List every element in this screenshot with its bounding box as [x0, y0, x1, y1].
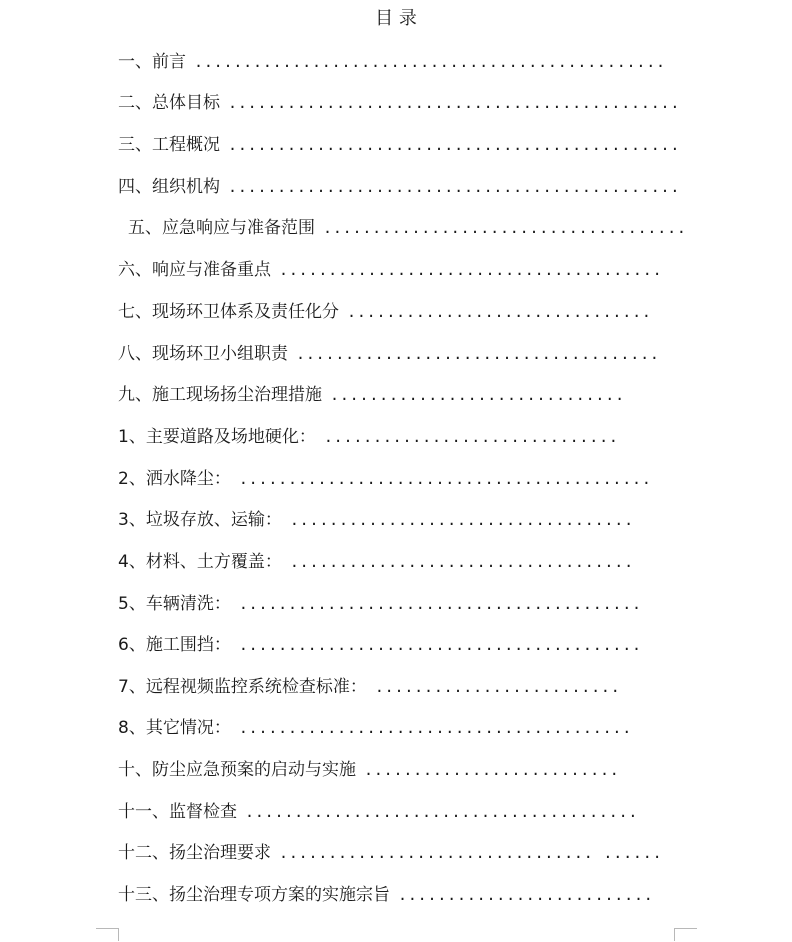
- toc-entry-label: 2、洒水降尘：: [118, 469, 231, 489]
- toc-entry-19[interactable]: [118, 800, 638, 824]
- toc-entry-label: 三、工程概况: [118, 135, 220, 155]
- toc-entry-5[interactable]: [128, 216, 687, 240]
- toc-dot-leader: .....................................: [296, 345, 660, 363]
- toc-entry-label: 十、防尘应急预案的启动与实施: [118, 760, 356, 780]
- toc-entry-16[interactable]: [118, 675, 621, 699]
- toc-dot-leader: .........................: [374, 678, 621, 696]
- toc-entry-label: 十三、扬尘治理专项方案的实施宗旨: [118, 885, 390, 905]
- toc-dot-leader: ..............................................: [228, 94, 681, 112]
- toc-entry-6[interactable]: [118, 258, 662, 282]
- toc-entry-8[interactable]: [118, 342, 660, 366]
- toc-dot-leader: ...................................: [289, 511, 634, 529]
- toc-entry-2[interactable]: [118, 91, 680, 115]
- toc-entry-14[interactable]: [118, 592, 642, 616]
- toc-dot-leader: ..........................: [364, 761, 620, 779]
- toc-entry-label: 六、响应与准备重点: [118, 260, 271, 280]
- toc-entry-1[interactable]: [118, 50, 666, 74]
- toc-entry-label: 7、远程视频监控系统检查标准：: [118, 677, 367, 697]
- toc-dot-leader: ..............................: [323, 428, 619, 446]
- toc-entry-label: 二、总体目标: [118, 93, 220, 113]
- toc-entry-label: 8、其它情况：: [118, 718, 231, 738]
- toc-dot-leader: ..............................: [330, 386, 625, 404]
- toc-dot-leader: ..............................................: [228, 178, 681, 196]
- toc-entry-label: 七、现场环卫体系及责任化分: [118, 302, 339, 322]
- toc-entry-label: 4、材料、土方覆盖：: [118, 552, 282, 572]
- toc-dot-leader: ................................ ......: [279, 844, 663, 862]
- toc-entry-7[interactable]: [118, 300, 652, 324]
- toc-dot-leader: .......................................: [279, 261, 663, 279]
- toc-entry-21[interactable]: [118, 883, 654, 907]
- toc-entry-label: 6、施工围挡：: [118, 635, 231, 655]
- toc-entry-label: 九、施工现场扬尘治理措施: [118, 385, 322, 405]
- toc-entry-4[interactable]: [118, 175, 680, 199]
- toc-entry-label: 1、主要道路及场地硬化：: [118, 427, 316, 447]
- toc-entry-label: 八、现场环卫小组职责: [118, 344, 288, 364]
- toc-dot-leader: ........................................: [245, 803, 639, 821]
- toc-entry-3[interactable]: [118, 133, 680, 157]
- toc-title: 目 录: [375, 8, 417, 29]
- toc-entry-label: 3、垃圾存放、运输：: [118, 510, 282, 530]
- toc-entry-label: 一、前言: [118, 52, 186, 72]
- toc-dot-leader: ................................................: [194, 53, 666, 71]
- toc-dot-leader: ..............................................: [228, 136, 681, 154]
- toc-dot-leader: .....................................: [323, 219, 687, 237]
- page-corner-mark-right: [674, 928, 697, 941]
- toc-entry-label: 五、应急响应与准备范围: [128, 218, 315, 238]
- toc-entry-17[interactable]: [118, 716, 632, 740]
- toc-entry-11[interactable]: [118, 467, 652, 491]
- toc-dot-leader: ..........................: [398, 886, 654, 904]
- toc-entry-20[interactable]: [118, 841, 662, 865]
- toc-entry-10[interactable]: [118, 425, 619, 449]
- toc-entry-label: 四、组织机构: [118, 177, 220, 197]
- page-corner-mark-left: [96, 928, 119, 941]
- toc-entry-label: 5、车辆清洗：: [118, 594, 231, 614]
- toc-entry-18[interactable]: [118, 758, 620, 782]
- toc-dot-leader: ...............................: [347, 303, 652, 321]
- toc-entry-9[interactable]: [118, 383, 625, 407]
- toc-dot-leader: .........................................: [238, 595, 642, 613]
- toc-dot-leader: ........................................: [238, 719, 633, 737]
- toc-dot-leader: .........................................: [238, 636, 642, 654]
- toc-entry-label: 十一、监督检查: [118, 802, 237, 822]
- toc-entry-label: 十二、扬尘治理要求: [118, 843, 271, 863]
- toc-dot-leader: ...................................: [289, 553, 634, 571]
- toc-entry-13[interactable]: [118, 550, 634, 574]
- toc-entry-12[interactable]: [118, 508, 634, 532]
- toc-entry-15[interactable]: [118, 633, 642, 657]
- toc-dot-leader: ..........................................: [238, 470, 652, 488]
